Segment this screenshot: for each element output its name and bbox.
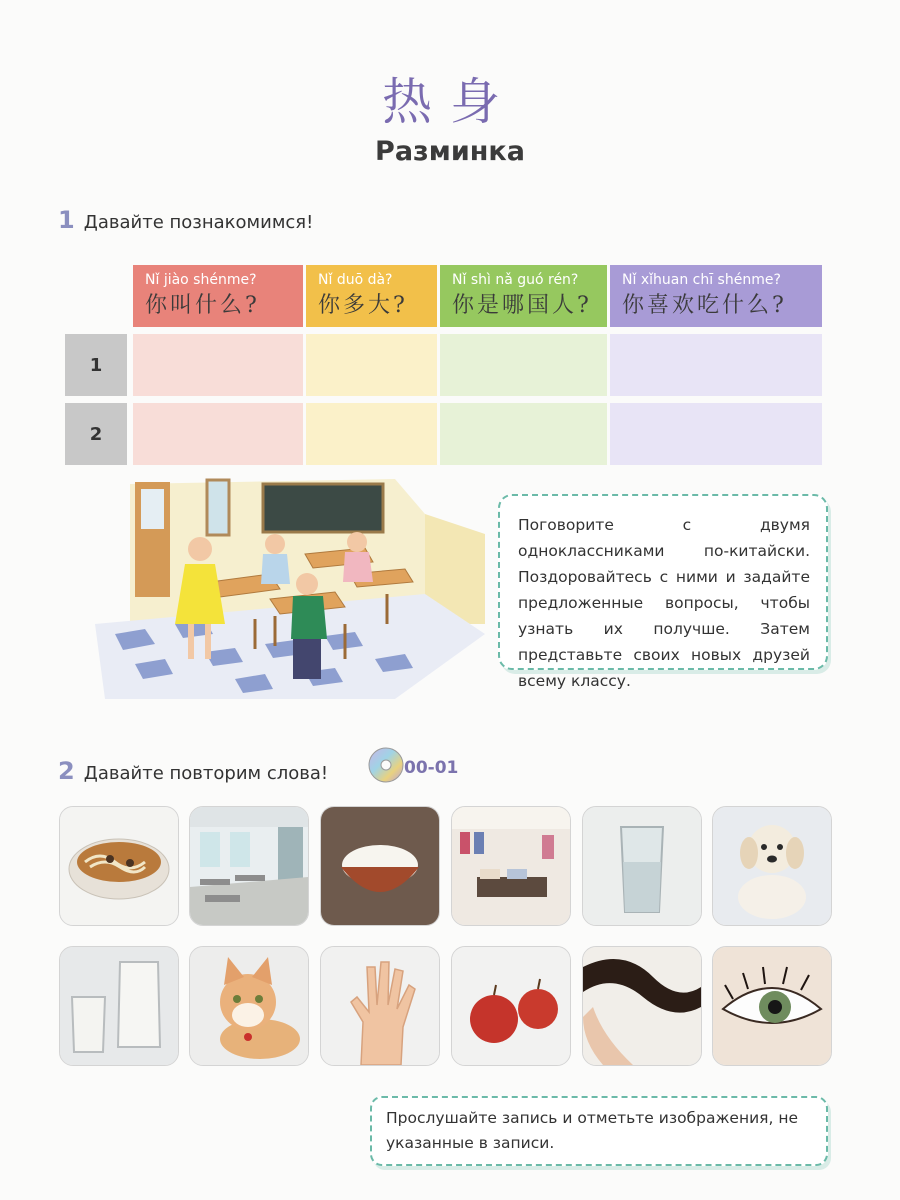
table-row-number: 2	[65, 403, 127, 465]
header-hanzi: 你多大?	[318, 293, 408, 318]
page-title-russian: Разминка	[375, 136, 525, 167]
answer-cell[interactable]	[610, 334, 822, 396]
table-header-col-4	[610, 265, 822, 327]
answer-cell[interactable]	[133, 334, 303, 396]
puppy-image[interactable]	[712, 806, 832, 926]
answer-cell[interactable]	[306, 403, 437, 465]
answer-cell[interactable]	[440, 403, 607, 465]
header-hanzi: 你是哪国人?	[452, 293, 592, 318]
answer-cell[interactable]	[133, 403, 303, 465]
table-header-col-1	[133, 265, 303, 327]
table-row-number: 1	[65, 334, 127, 396]
audio-cd-icon[interactable]	[366, 745, 406, 785]
eye-image[interactable]	[712, 946, 832, 1066]
rice-image[interactable]	[320, 806, 440, 926]
section-1-heading	[58, 206, 313, 234]
kitten-image[interactable]	[189, 946, 309, 1066]
classroom-image[interactable]	[189, 806, 309, 926]
milk-image[interactable]	[59, 946, 179, 1066]
answer-cell[interactable]	[610, 403, 822, 465]
hair-image[interactable]	[582, 946, 702, 1066]
header-pinyin: Nǐ jiào shénme?	[145, 272, 257, 288]
page-title-chinese: 热身	[382, 73, 518, 131]
header-pinyin: Nǐ shì nǎ guó rén?	[452, 272, 579, 288]
header-pinyin: Nǐ xǐhuan chī shénme?	[622, 272, 781, 288]
table-header-col-2	[306, 265, 437, 327]
listen-instruction-text: Прослушайте запись и отметьте изображения, не указанные в записи.	[386, 1109, 799, 1152]
section-label: Давайте повторим слова!	[83, 763, 329, 784]
section-number: 2	[58, 757, 75, 785]
answer-cell[interactable]	[306, 334, 437, 396]
table-header-col-3	[440, 265, 607, 327]
header-hanzi: 你叫什么?	[145, 293, 260, 318]
section-label: Давайте познакомимся!	[83, 212, 314, 233]
instruction-text: Поговорите с двумя одноклассниками по-китайски. Поздоровайтесь с ними и задайте предложенные вопросы, чтобы узнать их получше. Затем представьте своих новых друзей всему классу.	[518, 516, 810, 690]
header-hanzi: 你喜欢吃什么?	[622, 293, 787, 318]
answer-cell[interactable]	[440, 334, 607, 396]
section-number: 1	[58, 206, 75, 234]
header-pinyin: Nǐ duō dà?	[318, 272, 393, 288]
instruction-box	[498, 494, 828, 690]
hand-image[interactable]	[320, 946, 440, 1066]
section-2-heading	[58, 757, 328, 785]
apples-image[interactable]	[451, 946, 571, 1066]
water-glass-image[interactable]	[582, 806, 702, 926]
listen-instruction-box	[370, 1096, 828, 1166]
clothing-store-image[interactable]	[451, 806, 571, 926]
noodles-image[interactable]	[59, 806, 179, 926]
audio-track-number: 00-01	[404, 758, 459, 778]
classroom-illustration	[95, 474, 495, 704]
